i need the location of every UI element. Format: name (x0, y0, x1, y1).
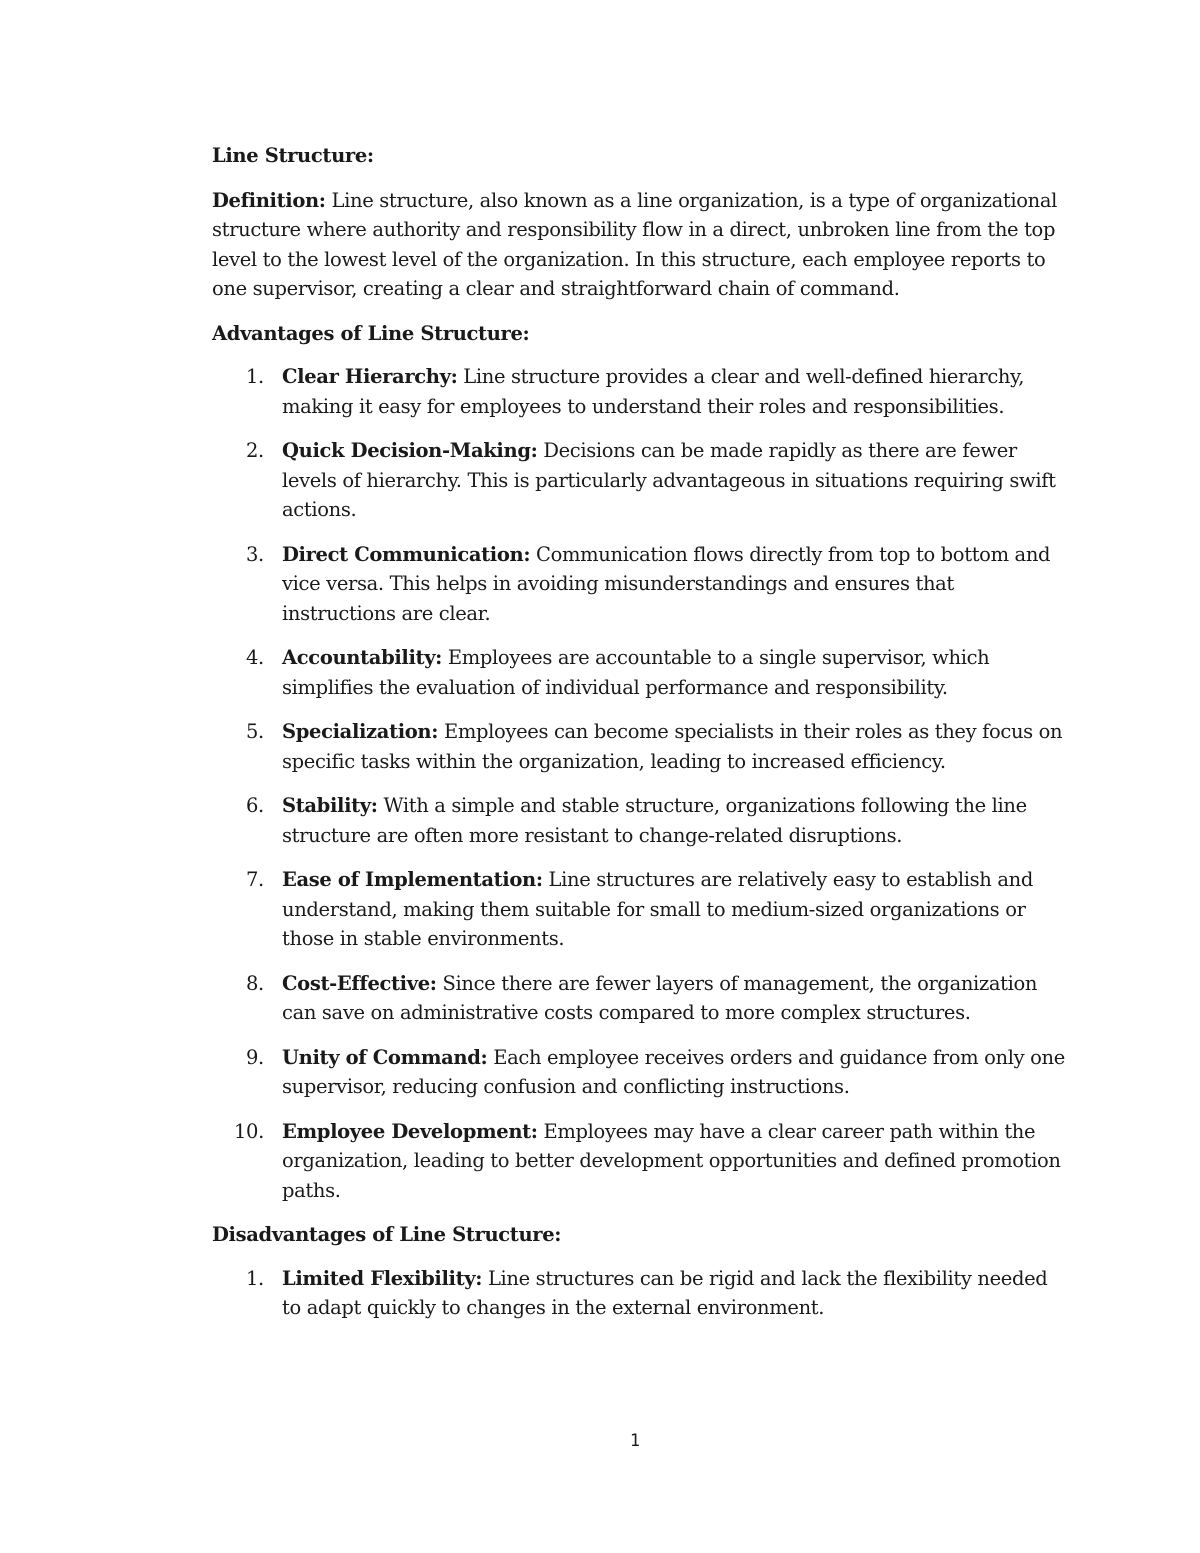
item-term: Cost-Effective: (282, 971, 437, 995)
item-text: Communication flows directly from top to bottom and vice versa. This helps in avoiding misunderstandings and ensures that instructions are clear. (282, 542, 1051, 625)
list-item (212, 540, 1072, 629)
item-term: Specialization: (282, 720, 439, 743)
list-number: 1. (246, 365, 264, 388)
list-item (212, 1043, 1072, 1102)
item-term: Limited Flexibility: (282, 1266, 483, 1290)
item-text: Line structure provides a clear and well-defined hierarchy, making it easy for employees to understand their roles and responsibilities. (282, 365, 1025, 418)
list-number: 4. (246, 646, 264, 669)
list-item (212, 969, 1072, 1028)
list-item (212, 643, 1072, 702)
definition-term: Definition: (212, 188, 326, 212)
item-term: Employee Development: (282, 1119, 538, 1143)
list-number: 7. (246, 868, 264, 891)
list-item (212, 717, 1072, 776)
list-item (212, 436, 1072, 525)
disadvantages-list (212, 1264, 1072, 1323)
item-text: Line structures are relatively easy to establish and understand, making them suitable for small to medium-sized organizations or those in stable environments. (282, 868, 1033, 950)
item-text: Each employee receives orders and guidance from only one supervisor, reducing confusion and conflicting instructions. (282, 1045, 1065, 1098)
document-title: Line Structure: (212, 144, 374, 167)
list-item (212, 362, 1072, 421)
item-text: With a simple and stable structure, organizations following the line structure are often more resistant to change-related disruptions. (282, 794, 1027, 847)
list-number: 9. (246, 1045, 264, 1069)
list-number: 1. (246, 1266, 264, 1290)
list-item (212, 791, 1072, 850)
item-text: Employees are accountable to a single supervisor, which simplifies the evaluation of individual performance and responsibility. (282, 646, 990, 699)
advantages-list (212, 362, 1072, 1205)
item-text: Since there are fewer layers of management, the organization can save on administrative costs compared to more complex structures. (282, 971, 1038, 1024)
list-number: 6. (246, 794, 264, 817)
item-term: Unity of Command: (282, 1045, 488, 1069)
list-number: 10. (234, 1119, 264, 1143)
item-term: Ease of Implementation: (282, 868, 543, 891)
list-number: 5. (246, 720, 264, 743)
advantages-heading: Advantages of Line Structure: (212, 321, 530, 345)
item-term: Quick Decision-Making: (282, 439, 538, 462)
item-term: Direct Communication: (282, 542, 531, 566)
item-term: Accountability: (282, 646, 443, 669)
list-number: 8. (246, 971, 264, 995)
item-text: Decisions can be made rapidly as there are fewer levels of hierarchy. This is particularly advantageous in situations requiring swift actions. (282, 439, 1056, 521)
list-number: 3. (246, 542, 264, 566)
definition-paragraph (212, 186, 1072, 304)
page-number: 1 (629, 1431, 641, 1451)
item-text: Employees may have a clear career path within the organization, leading to better development opportunities and defined promotion paths. (282, 1119, 1061, 1202)
definition-text: Line structure, also known as a line organization, is a type of organizational structure where authority and responsibility flow in a direct, unbroken line from the top level to the lowest level of the organization. In this structure, each employee reports to one supervisor, creating a clear and straightforward chain of command. (212, 188, 1058, 300)
item-text: Employees can become specialists in their roles as they focus on specific tasks within the organization, leading to increased efficiency. (282, 720, 1063, 773)
document-body (212, 141, 1072, 1338)
list-item (212, 1117, 1072, 1206)
item-term: Clear Hierarchy: (282, 365, 458, 388)
item-text: Line structures can be rigid and lack the flexibility needed to adapt quickly to changes in the external environment. (282, 1266, 1048, 1319)
list-item (212, 865, 1072, 954)
disadvantages-heading: Disadvantages of Line Structure: (212, 1223, 562, 1246)
list-item (212, 1264, 1072, 1323)
list-number: 2. (246, 439, 264, 462)
item-term: Stability: (282, 794, 378, 817)
